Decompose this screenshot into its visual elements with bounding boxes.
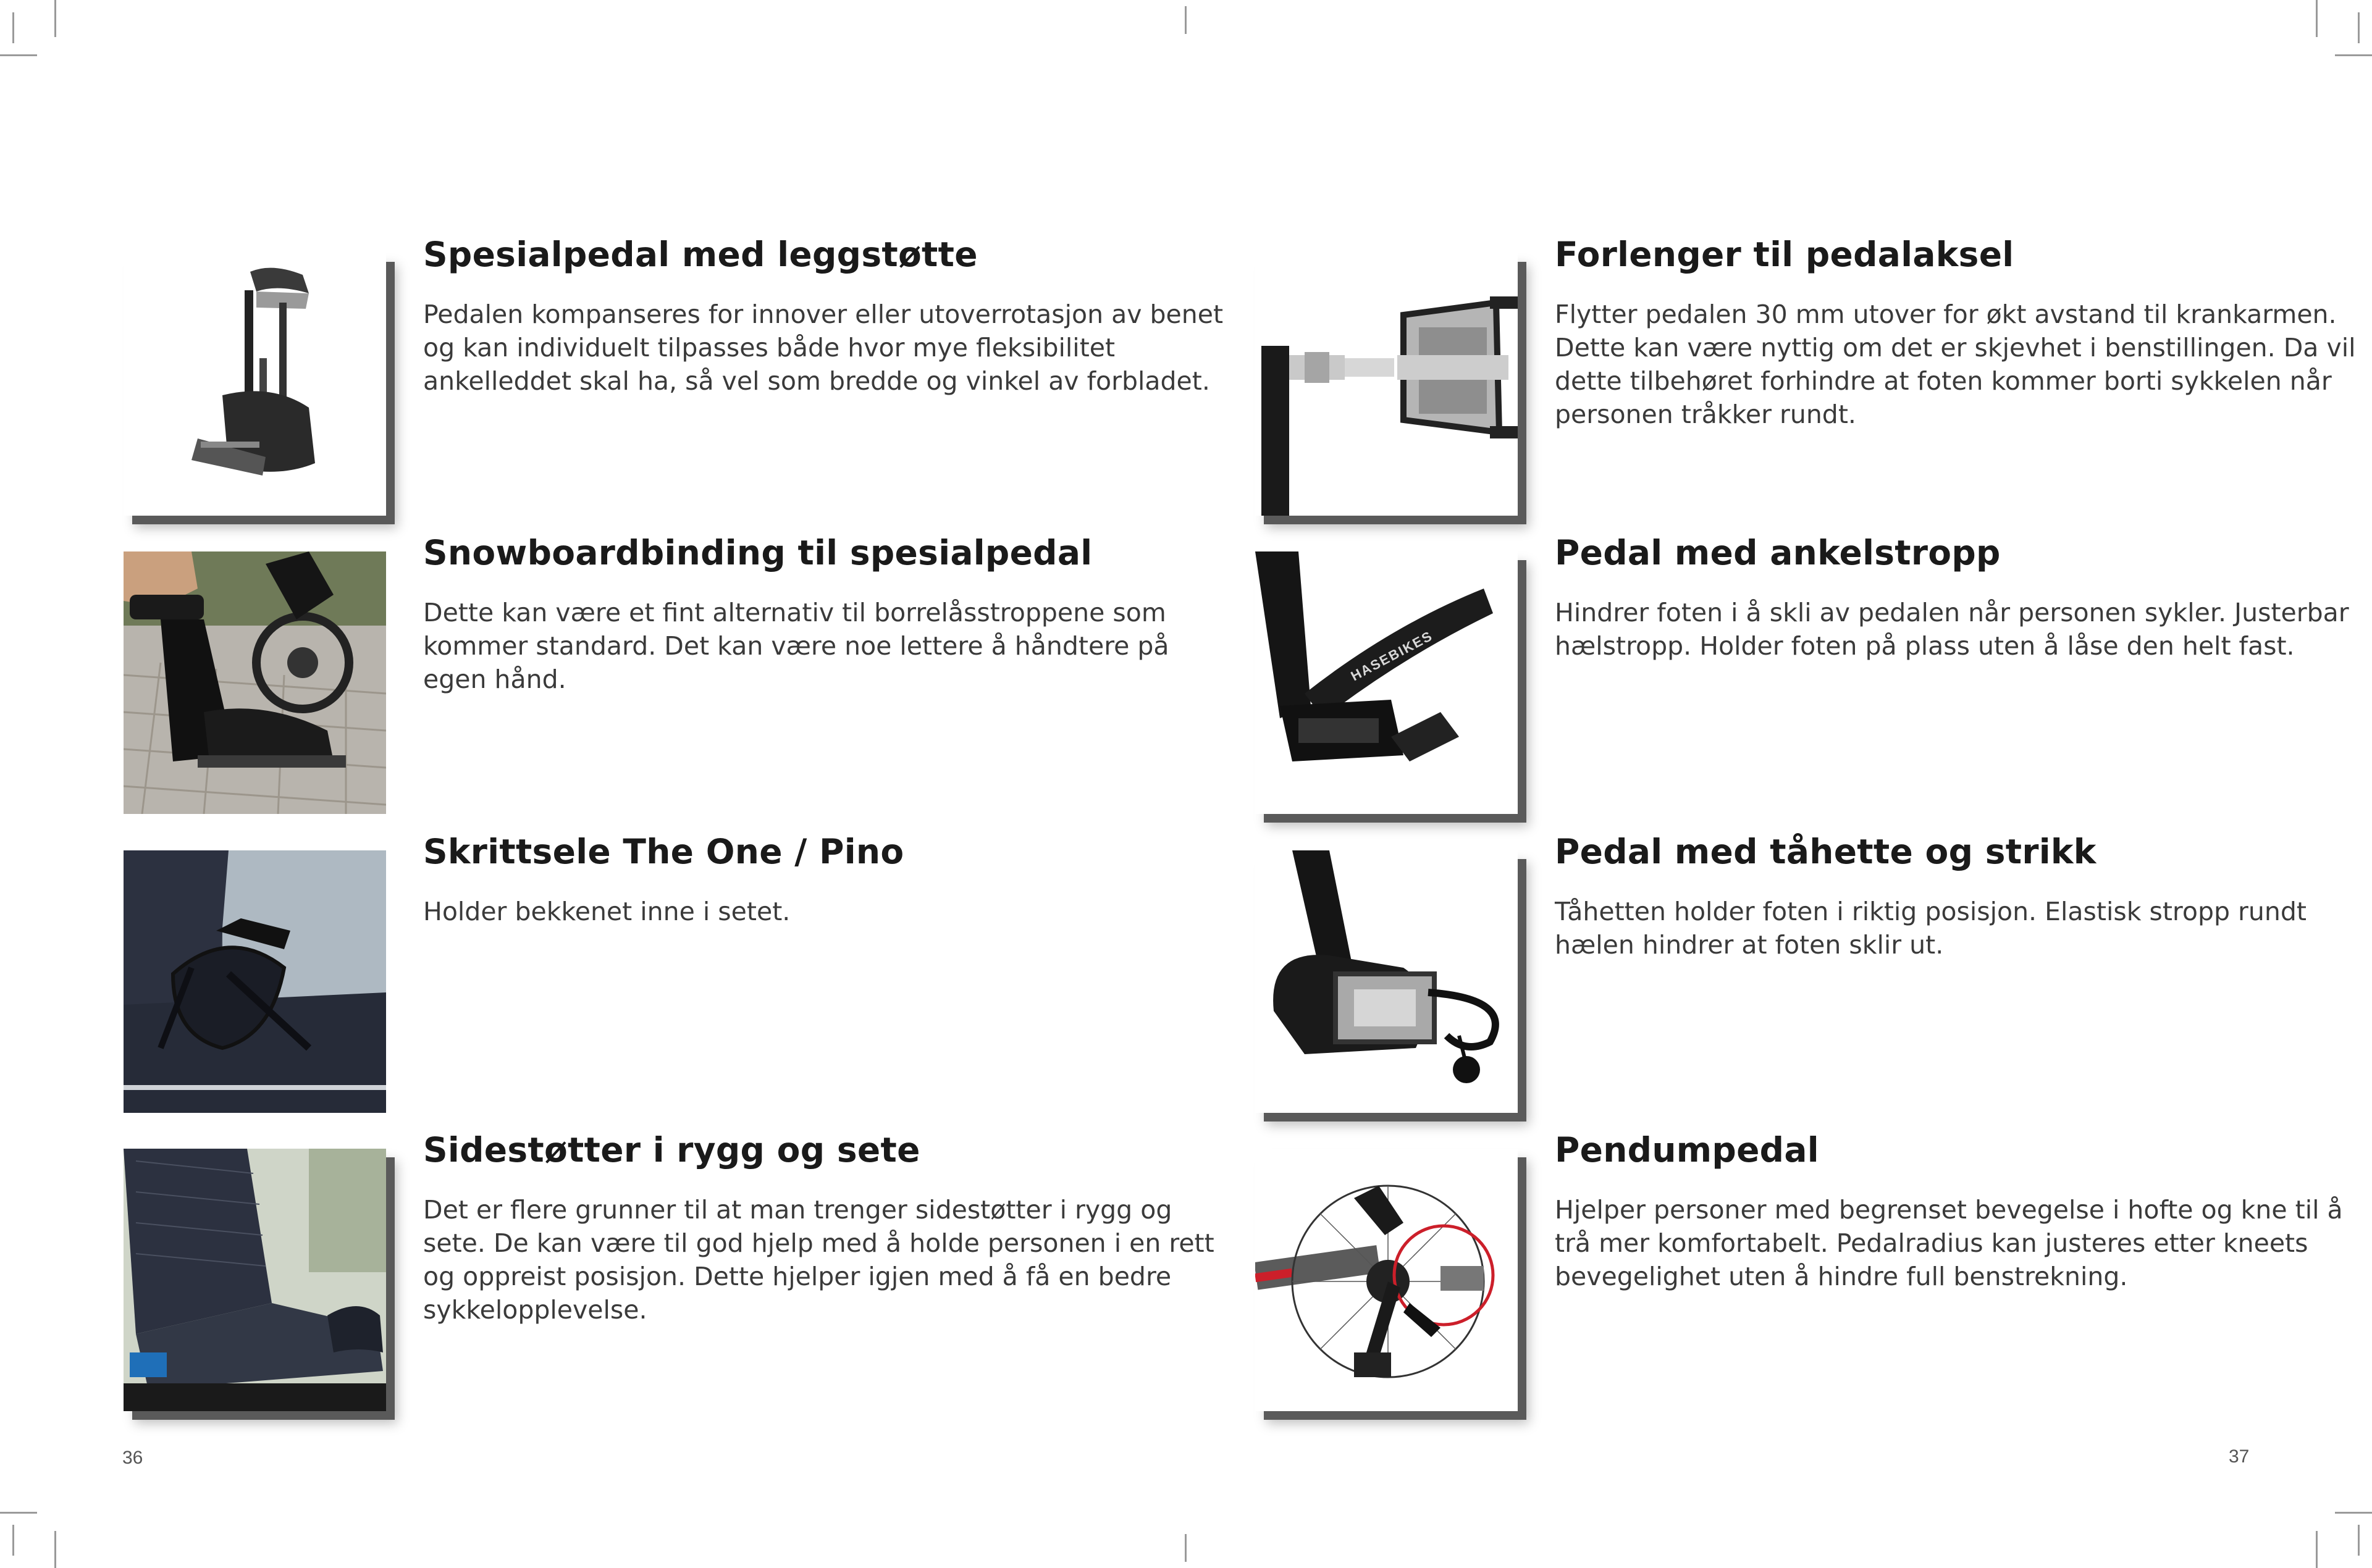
crop-mark [2316,1531,2318,1568]
crop-mark [54,1531,56,1568]
item-title: Pedal med ankelstropp [1555,533,2001,572]
product-item [124,1130,1272,1439]
item-title: Spesialpedal med leggstøtte [423,235,978,274]
item-description: Dette kan være et fint alternativ til borrelåsstroppene som kommer standard. Det kan være noe lettere å håndtere på egen hånd. [423,598,1169,694]
crotch-harness-photo [124,850,386,1113]
crop-mark [2335,54,2372,56]
page-number: 37 [2229,1446,2250,1467]
product-item [124,832,1272,1141]
crop-mark [2358,1525,2360,1556]
crop-mark [2358,12,2360,43]
crop-mark [54,0,56,37]
side-supports-photo [124,1149,386,1411]
item-description: Hjelper personer med begrenset bevegelse i hofte og kne til å trå mer komfortabelt. Pedalradius kan justeres etter kneets bevegelighet uten å hindre full benstrekning. [1555,1195,2343,1291]
item-title: Snowboardbinding til spesialpedal [423,533,1093,572]
product-item [1255,533,2372,842]
item-title: Pendumpedal [1555,1130,1819,1170]
strap-brand-text: HASEBIKES [1348,627,1436,684]
crop-mark [2316,0,2318,37]
item-title: Pedal med tåhette og strikk [1555,832,2097,871]
fold-mark [1185,1534,1187,1562]
product-item [1255,832,2372,1141]
leg-support-pedal-photo [124,253,386,516]
product-item [124,235,1272,543]
crop-mark [0,1512,37,1514]
pedal-extender-photo [1255,253,1518,516]
crop-mark [0,54,37,56]
fold-mark [1185,6,1187,34]
item-description: Det er flere grunner til at man trenger sidestøtter i rygg og sete. De kan være til god hjelp med å holde personen i en rett og oppreist posisjon. Dette hjelper igjen med å få en bedre sykkelopplevelse. [423,1195,1214,1325]
snowboard-binding-photo [124,551,386,814]
ankle-strap-pedal-photo [1255,551,1518,814]
product-item [1255,1130,2372,1439]
product-item [1255,235,2372,543]
item-title: Forlenger til pedalaksel [1555,235,2014,274]
item-description: Tåhetten holder foten i riktig posisjon. Elastisk stropp rundt hælen hindrer at foten sklir ut. [1555,897,2307,960]
item-description: Hindrer foten i å skli av pedalen når personen sykler. Justerbar hælstropp. Holder foten på plass uten å låse den helt fast. [1555,598,2349,661]
crop-mark [2335,1512,2372,1514]
product-item [124,533,1272,842]
item-description: Holder bekkenet inne i setet. [423,897,791,926]
toe-clip-pedal-photo [1255,850,1518,1113]
page-number: 36 [122,1448,143,1468]
pendulum-pedal-photo [1255,1149,1518,1411]
item-description: Flytter pedalen 30 mm utover for økt avstand til krankarmen. Dette kan være nyttig om det er skjevhet i benstillingen. Da vil dette tilbehøret forhindre at foten kommer borti sykkelen når personen tråkker rundt. [1555,300,2356,429]
item-title: Skrittsele The One / Pino [423,832,904,871]
item-title: Sidestøtter i rygg og sete [423,1130,920,1170]
crop-mark [12,12,14,43]
crop-mark [12,1525,14,1556]
item-description: Pedalen kompanseres for innover eller utoverrotasjon av benet og kan individuelt tilpasses både hvor mye fleksibilitet ankelleddet skal ha, så vel som bredde og vinkel av forbladet. [423,300,1224,396]
